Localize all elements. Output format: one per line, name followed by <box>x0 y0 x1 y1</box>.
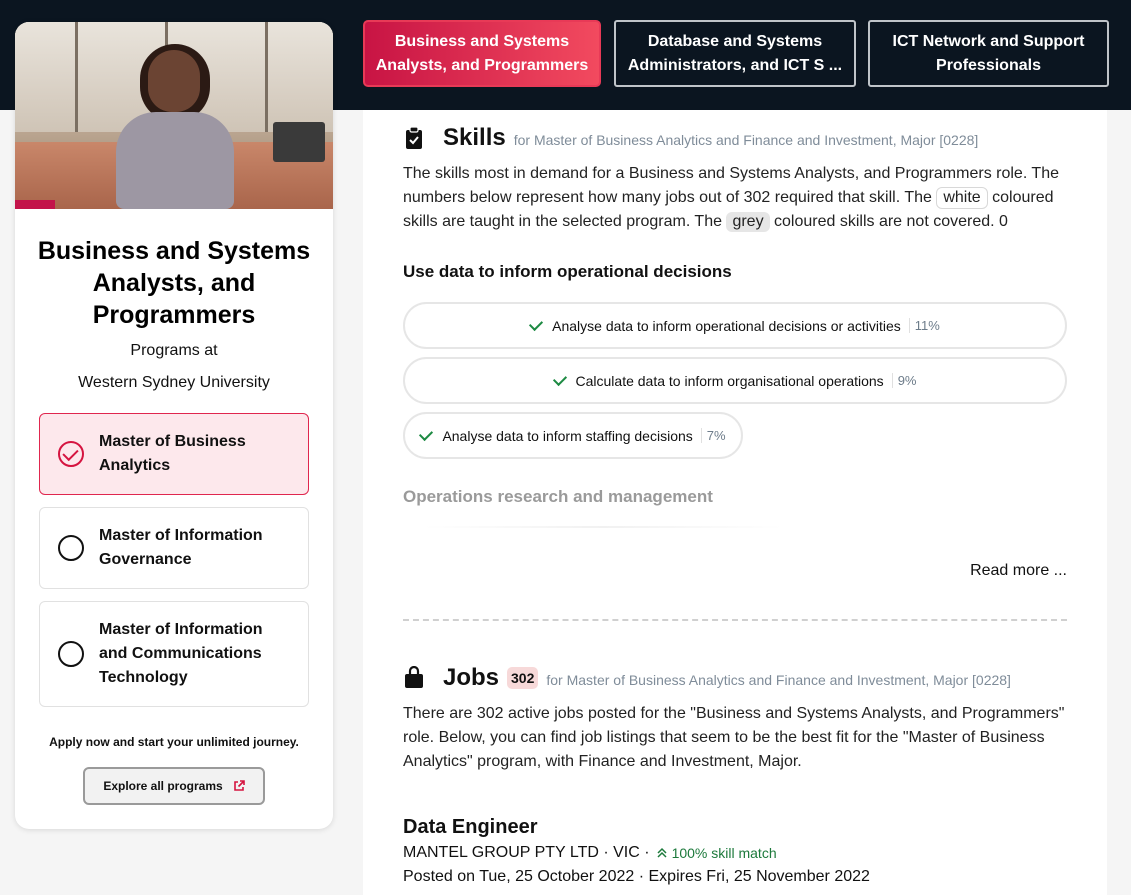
jobs-header <box>403 664 1011 692</box>
program-option-business-analytics[interactable] <box>39 413 309 495</box>
apply-text: Apply now and start your unlimited journey. <box>49 735 299 749</box>
skill-pill[interactable] <box>403 412 743 459</box>
skill-label: Analyse data to inform staffing decisions <box>442 427 693 444</box>
tab-database-systems-administrators[interactable]: Database and Systems Administrators, and ICT S ... <box>614 20 856 87</box>
read-more-link[interactable]: Read more ... <box>970 562 1067 579</box>
tab-business-systems-analysts[interactable]: Business and Systems Analysts, and Programmers <box>363 20 601 87</box>
skills-description: The skills most in demand for a Business and Systems Analysts, and Programmers role. The numbers below represent how many jobs out of 302 required that skill. The white coloured skills are taught in the selected program. The grey coloured skills are not covered. 0 <box>403 165 1059 230</box>
skill-label: Analyse data to inform operational decisions or activities <box>552 317 901 334</box>
jobs-count-badge: 302 <box>507 667 538 689</box>
jobs-title: Jobs <box>443 664 500 691</box>
program-option-ict[interactable] <box>39 601 309 707</box>
skill-match: 100% skill match <box>656 845 777 861</box>
double-chevron-up-icon <box>656 847 668 859</box>
skills-header <box>403 124 978 152</box>
check-icon <box>552 371 566 385</box>
check-icon <box>419 426 433 440</box>
section-divider <box>403 619 1067 621</box>
check-icon <box>529 316 543 330</box>
skill-group-title: Use data to inform operational decisions <box>403 262 732 281</box>
explore-all-programs-button[interactable] <box>83 767 265 805</box>
programs-at-label: Programs at <box>130 342 218 359</box>
role-card <box>15 22 333 829</box>
job-meta <box>403 844 777 862</box>
fade-divider <box>423 526 783 528</box>
selected-check-icon <box>58 441 84 467</box>
tab-ict-network-support[interactable]: ICT Network and Support Professionals <box>868 20 1109 87</box>
program-option-information-governance[interactable] <box>39 507 309 589</box>
role-title: Business and Systems Analysts, and Programmers <box>37 237 311 329</box>
program-label: Master of Information Governance <box>99 527 263 568</box>
skill-percent: 9% <box>892 373 917 388</box>
briefcase-icon <box>403 666 425 690</box>
grey-chip: grey <box>726 212 769 232</box>
skill-pill[interactable] <box>403 302 1067 349</box>
skill-label: Calculate data to inform organisational operations <box>575 372 884 389</box>
skill-percent: 7% <box>701 428 726 443</box>
external-link-icon <box>233 780 245 792</box>
explore-label: Explore all programs <box>103 779 223 793</box>
program-label: Master of Information and Communications Technology <box>99 621 263 686</box>
radio-icon <box>58 641 84 667</box>
skill-pill[interactable] <box>403 357 1067 404</box>
jobs-description: There are 302 active jobs posted for the "Business and Systems Analysts, and Programmers" role. Below, you can find job listings that seem to be the best fit for the "Master of Business Analytics" program, with Finance and Investment, Major. <box>403 705 1065 770</box>
jobs-for-text: for Master of Business Analytics and Finance and Investment, Major [0228] <box>546 672 1011 688</box>
white-chip: white <box>936 187 987 209</box>
job-title[interactable]: Data Engineer <box>403 816 538 838</box>
skills-title: Skills <box>443 124 506 151</box>
job-dates: Posted on Tue, 25 October 2022 · Expires Fri, 25 November 2022 <box>403 868 870 885</box>
skill-percent: 11% <box>909 318 940 333</box>
radio-icon <box>58 535 84 561</box>
skill-group-title-faded: Operations research and management <box>403 487 713 506</box>
skills-for-text: for Master of Business Analytics and Finance and Investment, Major [0228] <box>513 132 979 148</box>
clipboard-check-icon <box>403 126 425 150</box>
hero-photo <box>15 22 333 209</box>
university-name: Western Sydney University <box>78 374 270 391</box>
job-company-location: MANTEL GROUP PTY LTD · VIC · <box>403 844 650 861</box>
main-panel <box>363 110 1107 895</box>
program-label: Master of Business Analytics <box>99 433 246 474</box>
